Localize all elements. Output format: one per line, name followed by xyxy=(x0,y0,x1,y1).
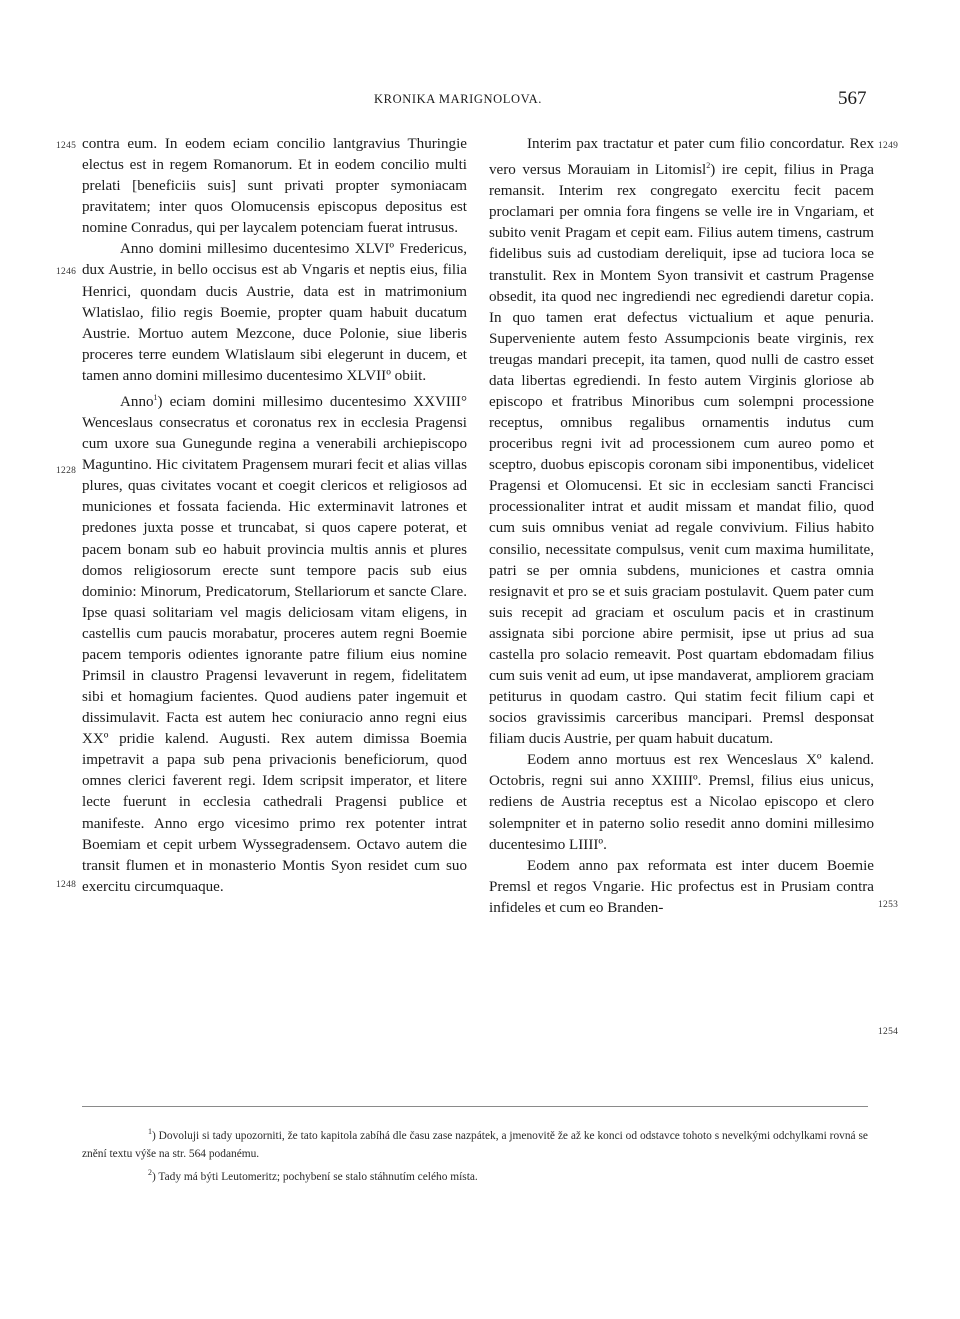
footnotes xyxy=(82,1123,868,1186)
right-paragraph-3: Eodem anno pax reformata est inter ducem Boemie Premsl et regos Vngarie. Hic profectus est in Prusiam contra infideles et cum eo Branden- xyxy=(489,857,874,916)
running-head xyxy=(0,88,960,112)
footnote-ref-1: 1 xyxy=(153,392,158,402)
margin-year-1249: 1249 xyxy=(878,141,899,151)
footnote-2 xyxy=(82,1164,868,1186)
right-paragraph-1-start: Interim pax tractatur et pater cum filio concordatur. Rex vero versus Morauiam in Litomisl xyxy=(489,136,874,179)
footnote-2-text: ) Tady má býti Leutomeritz; pochybení se stalo stáhnutím celého místa. xyxy=(152,1170,478,1183)
footnote-1-text: ) Dovoluji si tady upozorniti, že tato kapitola zabíhá dle času zase nazpátek, a jmenovitě že až ke konci od odstavce tohoto s nevelkými odchylkami rovná se znění textu výše na str. 564 podanému. xyxy=(82,1129,868,1161)
margin-year-1248: 1248 xyxy=(56,880,77,890)
right-paragraph-1-rest: ) ire cepit, filius in Praga remansit. Interim rex congregato exercitu fecit pacem proclamari per omnia fora fingens se velle ire in Vngariam, et subito venit Pragam et cepit eam. Filius autem timens, castrum fidelibus suis ad custodiam dereliquit, ipse ad tuciora loca se transtulit. Rex in Montem Syon transivit et castrum Pragense obsedit, ita quod nec ingrediendi nec egrediendi daretur copia. In quo tamen erat defectus victualium et aque penuria. Superveniente autem festo Assumpcionis beate virginis, rex treugas mandari precepit, ita tamen, quod nulli de castro esset data libertas egrediendi. In festo autem Virginis gloriose ab episcopo et fratribus Minoribus cum solempni processione receptus, omnibus regalibus ornamentis indutus cum proceribus regni ivit ad processionem cum aureo pomo et sceptro, duobus episcopis coronam sibi imponentibus, videlicet Pragensi et Olomucensi. Et sic in ecclesiam sancti Francisci processionaliter intrat et audit missam et mandat filio, quod cum suis omnibus veniat ad regale convivium. Filius habito consilio, necessitate compulsus, venit cum maxima humilitate, patri se per omnia subdens, municiones et castra omnia resignavit et pro se et suis graciam postulavit. Quem pater cum suis recepit ad graciam et osculum pacis et in crastinum assignata sibi porcione abire permisit, ipse ut prius ad sua castella pro solacio remeavit. Post quartam ebdomadam filius cum suis venit ad eum, ut ipse mandaverat, ampliorem graciam petiturus in quodam castro. Qui statim fecit filium capi et socios gravissimis carceribus mancipari. Premsl desponsat filiam ducis Austrie, per quam habuit ducatum. xyxy=(489,162,875,748)
margin-year-1228: 1228 xyxy=(56,466,77,476)
running-head-title: KRONIKA MARIGNOLOVA. xyxy=(374,92,543,106)
margin-year-1254: 1254 xyxy=(878,1027,899,1037)
footnote-2-mark: 2 xyxy=(148,1167,152,1177)
left-paragraph-3-rest: ) eciam domini millesimo ducentesimo XXVIII° Wenceslaus consecratus et coronatus rex in ecclesia Pragensi cum uxore sua Gunegunde regina a venerabili archiepiscopo Maguntino. Hic civitatem Pragensem murari fecit et alias villas plures, quas civitates vocant et coegit clericos et religiosos ad municiones et fossata facienda. Hic exterminavit latrones et predones juxta posse et truncabat, si quos capere poterat, et pacem bonam sub eo habuit provincia multis annis et plures domos religiosorum erecte sunt tempore pacis sub eius dominio: Minorum, Predicatorum, Stellariorum et sancte Clare. Ipse quasi solitariam vel magis deliciosam vitam eligens, in castellis cum paucis morabatur, proceres autem regni Boemie pacem temporis odientes ignorante patre filium eius nomine Primsil in claustro Pragensi levaverunt in regem, fidelitatem sibi et homagium facientes. Quod audiens pater ingemuit et dissimulavit. Facta est autem hec coniuracio anno regni eius XXº pridie kalend. Augusti. Rex autem dimissa Boemia impetravit a papa sub pena privacionis beneficiorum, quod omnes clerici faverent regi. Idem scripsit imperator, et litere lecte fuerunt in ecclesia cathedrali Pragensi publice et manifeste. Anno ergo vicesimo primo rex potenter intrat Boemiam et cepit urbem Wyssegradensem. Octavo autem die transit flumen et in monasterio Montis Syon residet cum suo exercitu circumquaque. xyxy=(82,393,467,895)
page-number: 567 xyxy=(838,88,867,109)
margin-year-1246: 1246 xyxy=(56,267,77,277)
left-paragraph-3-start: Anno xyxy=(120,393,154,410)
right-paragraph-1 xyxy=(489,134,874,750)
margin-year-1253: 1253 xyxy=(878,900,899,910)
footnote-1-mark: 1 xyxy=(148,1127,152,1136)
footnote-rule xyxy=(82,1106,868,1107)
left-paragraph-3 xyxy=(82,387,467,898)
right-column xyxy=(489,134,874,919)
footnote-ref-2: 2 xyxy=(706,161,711,171)
margin-year-1245: 1245 xyxy=(56,141,77,151)
left-paragraph-1: contra eum. In eodem eciam concilio lantgravius Thuringie electus est in regem Romanorum. Et in eodem concilio multi prelati [beneficiis suis] sunt privati propter symoniacam pravitatem; inter quos Olomucensis episcopus depositus est nomine Conradus, qui per laycalem potenciam fuerat intrusus. xyxy=(82,136,467,237)
left-column xyxy=(82,134,467,898)
right-paragraph-2: Eodem anno mortuus est rex Wenceslaus Xº kalend. Octobris, regni sui anno XXIIIIº. Premsl, filius eius unicus, rediens de Austria receptus est a Nicolao episcopo et clero solempniter et in paterno solio resedit anno domini millesimo ducentesimo LIIIIº. xyxy=(489,752,874,853)
footnote-1 xyxy=(82,1123,868,1164)
left-paragraph-2: Anno domini millesimo ducentesimo XLVIº Fredericus, dux Austrie, in bello occisus est ab Vngaris et neptis eius, filia Henrici, quondam ducis Austrie, data est in matrimonium Wlatislao, filio regis Boemie, propter quam habuit ducatum Austrie. Mortuo autem Mezcone, duce Polonie, siue liberis proceres terre eundem Wlatislaum sibi elegerunt in ducem, et tamen anno domini millesimo ducentesimo XLVIIº obiit. xyxy=(82,241,467,384)
